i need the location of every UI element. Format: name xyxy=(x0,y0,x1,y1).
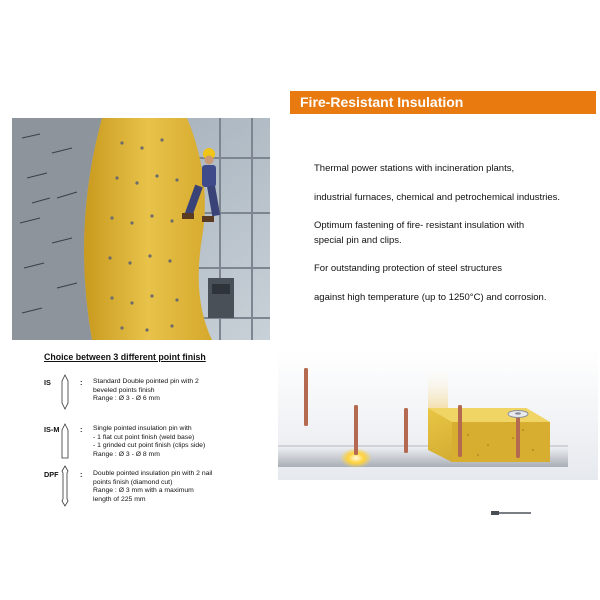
pin-description-line: Range : Ø 3 - Ø 8 mm xyxy=(93,450,160,458)
pin-code: DPF xyxy=(44,470,59,479)
colon-separator: : xyxy=(80,470,83,479)
pin-code: IS-M xyxy=(44,425,60,434)
paragraph-line: against high temperature (up to 1250°C) and corrosion. xyxy=(314,292,547,303)
pin-description-line: Double pointed insulation pin with 2 nail xyxy=(93,470,213,477)
paragraph-line: special pin and clips. xyxy=(314,235,402,246)
pin-description xyxy=(93,470,253,504)
pin-description-line: - 1 grinded cut point finish (clips side) xyxy=(93,442,206,450)
pin-description-line: beveled points finish xyxy=(93,386,155,394)
choice-heading: Choice between 3 different point finish xyxy=(44,352,206,362)
pin-description xyxy=(93,425,253,459)
pin-description-line: length of 225 mm xyxy=(93,495,146,503)
pin-description-line: Range : Ø 3 mm with a maximum xyxy=(93,487,194,495)
footer-mark xyxy=(491,510,531,516)
double-pointed-pin-icon xyxy=(60,374,70,410)
pin-description-line: - 1 flat cut point finish (weld base) xyxy=(93,433,195,441)
pin-description xyxy=(93,378,253,404)
boiler-insulation-photo xyxy=(12,118,270,340)
colon-separator: : xyxy=(80,378,83,387)
pin-description-line: points finish (diamond cut) xyxy=(93,478,173,486)
paragraph-line: Thermal power stations with incineration plants, xyxy=(314,163,515,174)
pin-description-line: Standard Double pointed pin with 2 xyxy=(93,378,199,385)
pin-description-line: Single pointed insulation pin with xyxy=(93,425,192,432)
pin-installation-illustration xyxy=(278,350,598,480)
pin-code: IS xyxy=(44,378,51,387)
photo-illustration xyxy=(12,118,270,340)
paragraph-line: Optimum fastening of fire- resistant insulation with xyxy=(314,220,525,231)
diamond-cut-pin-icon xyxy=(59,465,71,507)
pin-description-line: Range : Ø 3 - Ø 6 mm xyxy=(93,395,160,403)
page-title: Fire-Resistant Insulation xyxy=(300,94,464,110)
paragraph-line: industrial furnaces, chemical and petrochemical industries. xyxy=(314,192,561,203)
colon-separator: : xyxy=(80,425,83,434)
installation-graphic xyxy=(278,350,598,480)
single-pointed-pin-icon xyxy=(60,423,70,459)
paragraph-line: For outstanding protection of steel structures xyxy=(314,263,502,274)
